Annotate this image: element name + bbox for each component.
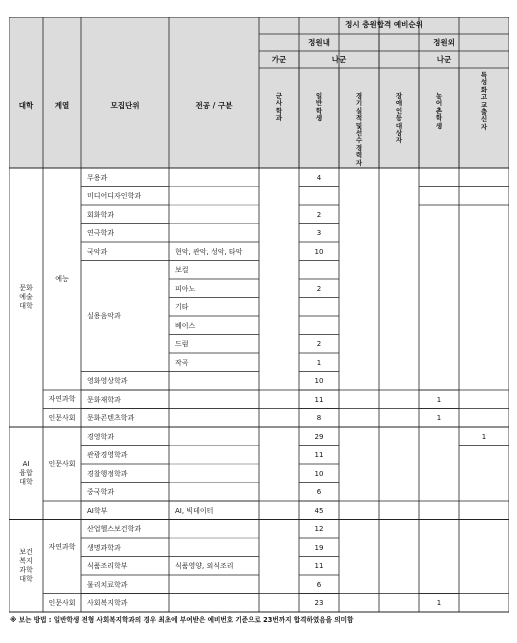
rural-count: 1: [436, 414, 442, 422]
rural-count: 1: [436, 599, 442, 607]
general-count: 1: [316, 358, 322, 367]
unit-name: 경찰행정학과: [87, 469, 128, 478]
general-count: 3: [316, 229, 322, 237]
unit-name: 관광경영학과: [87, 451, 128, 459]
general-count: 10: [314, 247, 324, 256]
general-count: 11: [314, 562, 324, 570]
general-count: 10: [314, 469, 324, 478]
field-name: 자연과학: [48, 543, 76, 552]
field-name: 인문사회: [48, 460, 76, 468]
rural-count: 1: [436, 395, 442, 404]
unit-name: 미디어디자인학과: [87, 192, 142, 200]
major-name: 작곡: [175, 358, 189, 367]
general-count: 8: [316, 414, 322, 422]
general-count: 2: [316, 210, 322, 219]
unit-name: 문화콘텐츠학과: [87, 414, 135, 422]
major-name: 드럼: [175, 340, 189, 348]
college-name: AI 융합 대학: [19, 459, 33, 486]
field-name: 예능: [55, 275, 69, 283]
college-name: 보건 복지 과학 대학: [19, 547, 33, 583]
unit-name: 회화학과: [87, 210, 115, 219]
header-unit: 모집단위: [110, 101, 140, 110]
general-count: 19: [314, 543, 324, 552]
header-within: 정원내: [308, 38, 330, 47]
unit-name: 중국학과: [87, 488, 115, 496]
unit-name: AI학부: [87, 506, 108, 515]
general-count: 12: [314, 525, 324, 533]
field-name: 자연과학: [48, 395, 76, 404]
general-count: 11: [314, 451, 324, 459]
major-name: 식품영양, 외식조리: [175, 562, 234, 570]
header-col-5: 특 성 화 고 교 출 신 자: [480, 71, 488, 131]
unit-name: 무용과: [87, 173, 108, 182]
general-count: 29: [314, 432, 324, 441]
college-name: 문화 예술 대학: [19, 284, 33, 310]
major-name: AI, 빅데이터: [175, 506, 214, 515]
general-count: 6: [316, 580, 322, 589]
vocational-count: 1: [481, 432, 487, 441]
header-outside: 정원외: [433, 38, 455, 47]
general-count: 10: [314, 377, 324, 385]
header-col-1: 일 반 학 생: [315, 92, 323, 123]
unit-name: 경영학과: [87, 432, 115, 441]
header-col-3: 장 애 인 등 대 상 자: [395, 92, 403, 145]
general-count: 23: [314, 599, 324, 607]
unit-name: 물리치료학과: [87, 580, 128, 589]
major-name: 피아노: [175, 284, 196, 293]
general-count: 4: [316, 173, 322, 182]
unit-name: 문화재학과: [87, 395, 121, 404]
general-count: 6: [316, 488, 322, 496]
admission-reserve-table: [9, 17, 509, 613]
unit-name: 국악과: [87, 247, 108, 256]
unit-name: 식품조리학부: [87, 562, 128, 570]
unit-name: 산업헬스보건학과: [87, 525, 142, 533]
unit-name: 사회복지학과: [87, 599, 128, 607]
major-name: 기타: [175, 303, 189, 311]
major-name: 베이스: [175, 321, 196, 330]
header-ga: 가군: [271, 55, 287, 64]
header-col-2: 경 기 실 적 및 선 수 경 력 자: [355, 92, 363, 167]
header-field: 계열: [54, 101, 70, 110]
header-college: 대학: [18, 101, 34, 110]
header-top: 정시 충원합격 예비순위: [345, 20, 423, 29]
general-count: 2: [316, 340, 322, 348]
unit-name: 영화영상학과: [87, 377, 128, 385]
unit-name: 연극학과: [87, 229, 115, 237]
unit-name: 생명과학과: [87, 543, 121, 552]
unit-name: 실용음악과: [87, 312, 121, 320]
general-count: 2: [316, 284, 322, 293]
header-col-0: 군 사 학 과: [275, 92, 283, 123]
header-na2: 나군: [436, 55, 452, 64]
field-name: 인문사회: [48, 598, 76, 607]
major-name: 보컬: [175, 266, 189, 274]
general-count: 45: [314, 506, 324, 515]
header-col-4: 농 어 촌 학 생: [435, 92, 443, 130]
footnote: ※ 보는 방법 : 일반학생 전형 사회복지학과의 경우 최초에 부여받은 예비번호 기준으로 23번까지 합격하였음을 의미함: [10, 616, 354, 624]
major-name: 현악, 관악, 성악, 타악: [175, 247, 243, 256]
header-major: 전공 / 구분: [195, 101, 233, 110]
field-name: 인문사회: [48, 413, 76, 422]
header-na1: 나군: [331, 55, 347, 64]
general-count: 11: [314, 395, 324, 404]
